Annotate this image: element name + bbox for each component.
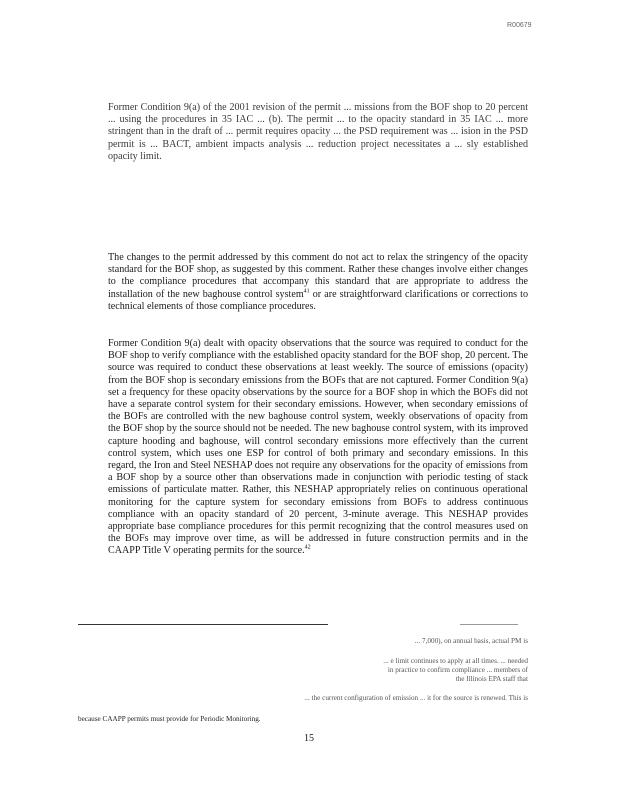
- footnote-ref: 41: [303, 288, 310, 295]
- paragraph-former-condition: [108, 338, 528, 558]
- footnote-separator: [78, 624, 328, 625]
- page-number: 15: [304, 733, 314, 744]
- paragraph-text: or are straightforward clarifications or corrections to technical elements of those compliance procedures.: [108, 288, 528, 312]
- bates-number: R00679: [507, 22, 532, 29]
- paragraph-text: Former Condition 9(a) dealt with opacity observations that the source was required to conduct for the BOF shop to verify compliance with the established opacity standard for the BOF shop, 20 percent. The source was required to conduct these observations at least weekly. The source of emissions (opacity) from the BOF shop is secondary emissions from the BOFs that are not captured. Former Condition 9(a) set a frequency for these opacity observations by the source for a BOF shop in which the BOFs did not have a separate control system for their secondary emissions. However, when secondary emissions of the BOFs are controlled with the new baghouse control system, weekly observations of opacity from the BOF shop by the source should not be needed. The new baghouse control system, with its improved capture hooding and baghouse, will control secondary emissions more effectively than the current control system, which uses one ESP for control of both primary and secondary emissions. In this regard, the Iron and Steel NESHAP does not require any observations for the opacity of emissions from a BOF shop by a source other than observations made in conjunction with periodic testing of stack emissions of particulate matter. Rather, this NESHAP appropriately relies on continuous operational monitoring for the capture system for secondary emissions from BOFs to address continuous compliance with an opacity standard of 20 percent, 3-minute average. This NESHAP provides appropriate base compliance procedures for this permit recognizing that the control measures used on the BOFs may improve over time, as will be addressed in future construction permits and in the CAAPP Title V operating permits for the source.: [108, 338, 528, 557]
- footnote-2: ... e limit continues to apply at all times. ... needed in practice to confirm compliance ... members of the Illinois EPA staff that: [383, 657, 528, 683]
- paragraph-changes-to-permit: [108, 252, 528, 313]
- footnote-4: because CAAPP permits must provide for Periodic Monitoring.: [78, 715, 261, 723]
- footnote-ref: 42: [304, 545, 311, 552]
- paragraph-faded-top: Former Condition 9(a) of the 2001 revision of the permit ... missions from the BOF shop to 20 percent ... using the procedures in 35 IAC ... (b). The permit ... to the opacity standard in 35 IAC ... more stringent than in the draft of ... permit requires opacity ... the PSD requirement was ... ision in the PSD permit is ... BACT, ambient impacts analysis ... reduction project necessitates a ... sly established opacity limit.: [108, 102, 528, 162]
- footnote-separator-faint: [460, 624, 518, 625]
- paragraph-text: The changes to the permit addressed by this comment do not act to relax the stringency of the opacity standard for the BOF shop, as suggested by this comment. Rather these changes involve either changes to the compliance procedures that accompany this standard that are appropriate to address the installation of the new baghouse control system: [108, 252, 528, 300]
- footnote-1: ... 7,000), on annual basis, actual PM is: [414, 637, 528, 645]
- footnote-3: ... the current configuration of emission ... it for the source is renewed. This is: [304, 694, 528, 702]
